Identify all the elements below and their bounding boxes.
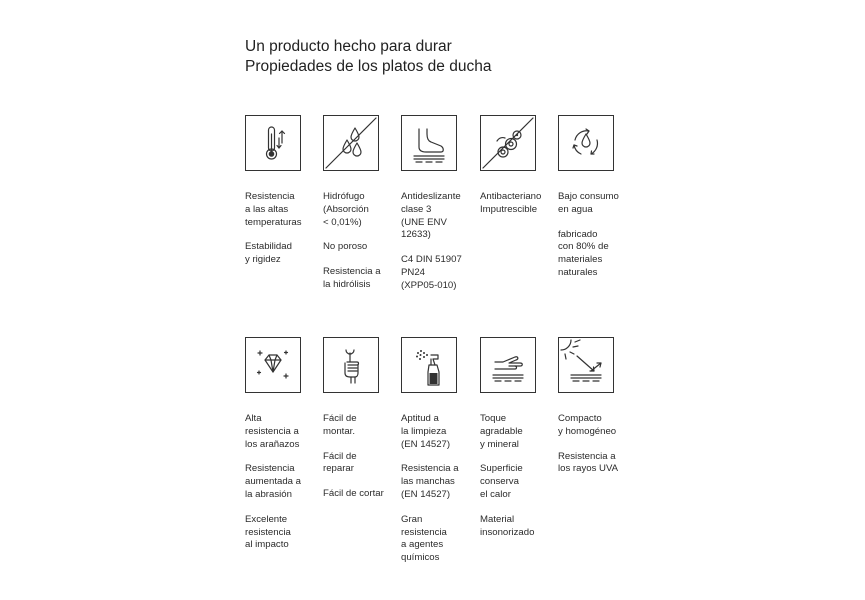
feature-text: Resistencia aumentada a la abrasión (245, 463, 302, 500)
feature-text: Compacto y homogéneo (558, 413, 617, 437)
title-line-1: Un producto hecho para durar (245, 38, 452, 55)
hand-touch-icon (480, 337, 536, 393)
feature-text: Fácil de montar. (323, 413, 357, 437)
feature-text: C4 DIN 51907 PN24 (XPP05-010) (401, 254, 462, 291)
foot-icon (401, 115, 457, 171)
feature-text: Resistencia a los rayos UVA (558, 450, 619, 475)
feature-text: fabricado con 80% de materiales naturales (558, 228, 609, 278)
feature-text: Bajo consumo en agua (558, 191, 619, 215)
feature-text: Alta resistencia a los arañazos (245, 413, 300, 450)
feature-text: Superficie conserva el calor (480, 463, 523, 500)
feature-text: Estabilidad y rigidez (245, 241, 292, 266)
water-recycle-icon (558, 115, 614, 171)
feature-text: Toque agradable y mineral (480, 413, 523, 450)
bacteria-crossed-icon (480, 115, 536, 171)
feature-water-repellent (323, 115, 393, 304)
feature-text: Excelente resistencia al impacto (245, 513, 291, 551)
feature-easy-install (323, 337, 393, 513)
feature-text: Resistencia a la hidrólisis (323, 266, 381, 290)
thermometer-icon (245, 115, 301, 171)
feature-text: Antibacteriano Imputrescible (480, 191, 542, 215)
spray-bottle-icon (401, 337, 457, 393)
feature-text: Aptitud a la limpieza (EN 14527) (401, 413, 451, 450)
page-title (245, 37, 491, 77)
feature-easy-clean (401, 337, 471, 577)
feature-pleasant-touch (480, 337, 550, 551)
feature-text: Fácil de cortar (323, 488, 384, 500)
feature-low-water (558, 115, 628, 292)
feature-text: Fácil de reparar (323, 450, 357, 475)
feature-uv-resistance (558, 337, 628, 488)
feature-scratch-resistance (245, 337, 315, 564)
feature-antibacterial (480, 115, 550, 229)
feature-text: Gran resistencia a agentes químicos (401, 513, 447, 564)
feature-text: Material insonorizado (480, 513, 535, 538)
hand-wrench-icon (323, 337, 379, 393)
feature-text: Hidrófugo (Absorción < 0,01%) (323, 191, 369, 228)
water-drops-crossed-icon (323, 115, 379, 171)
feature-text: Resistencia a las manchas (EN 14527) (401, 463, 459, 500)
diamond-icon (245, 337, 301, 393)
feature-text: Antideslizante clase 3 (UNE ENV 12633) (401, 191, 461, 241)
feature-text: Resistencia a las altas temperaturas (245, 191, 302, 228)
feature-anti-slip (401, 115, 471, 305)
feature-text: No poroso (323, 241, 368, 253)
feature-heat-resistance (245, 115, 315, 279)
sun-rays-icon (558, 337, 614, 393)
title-line-2: Propiedades de los platos de ducha (245, 58, 492, 75)
